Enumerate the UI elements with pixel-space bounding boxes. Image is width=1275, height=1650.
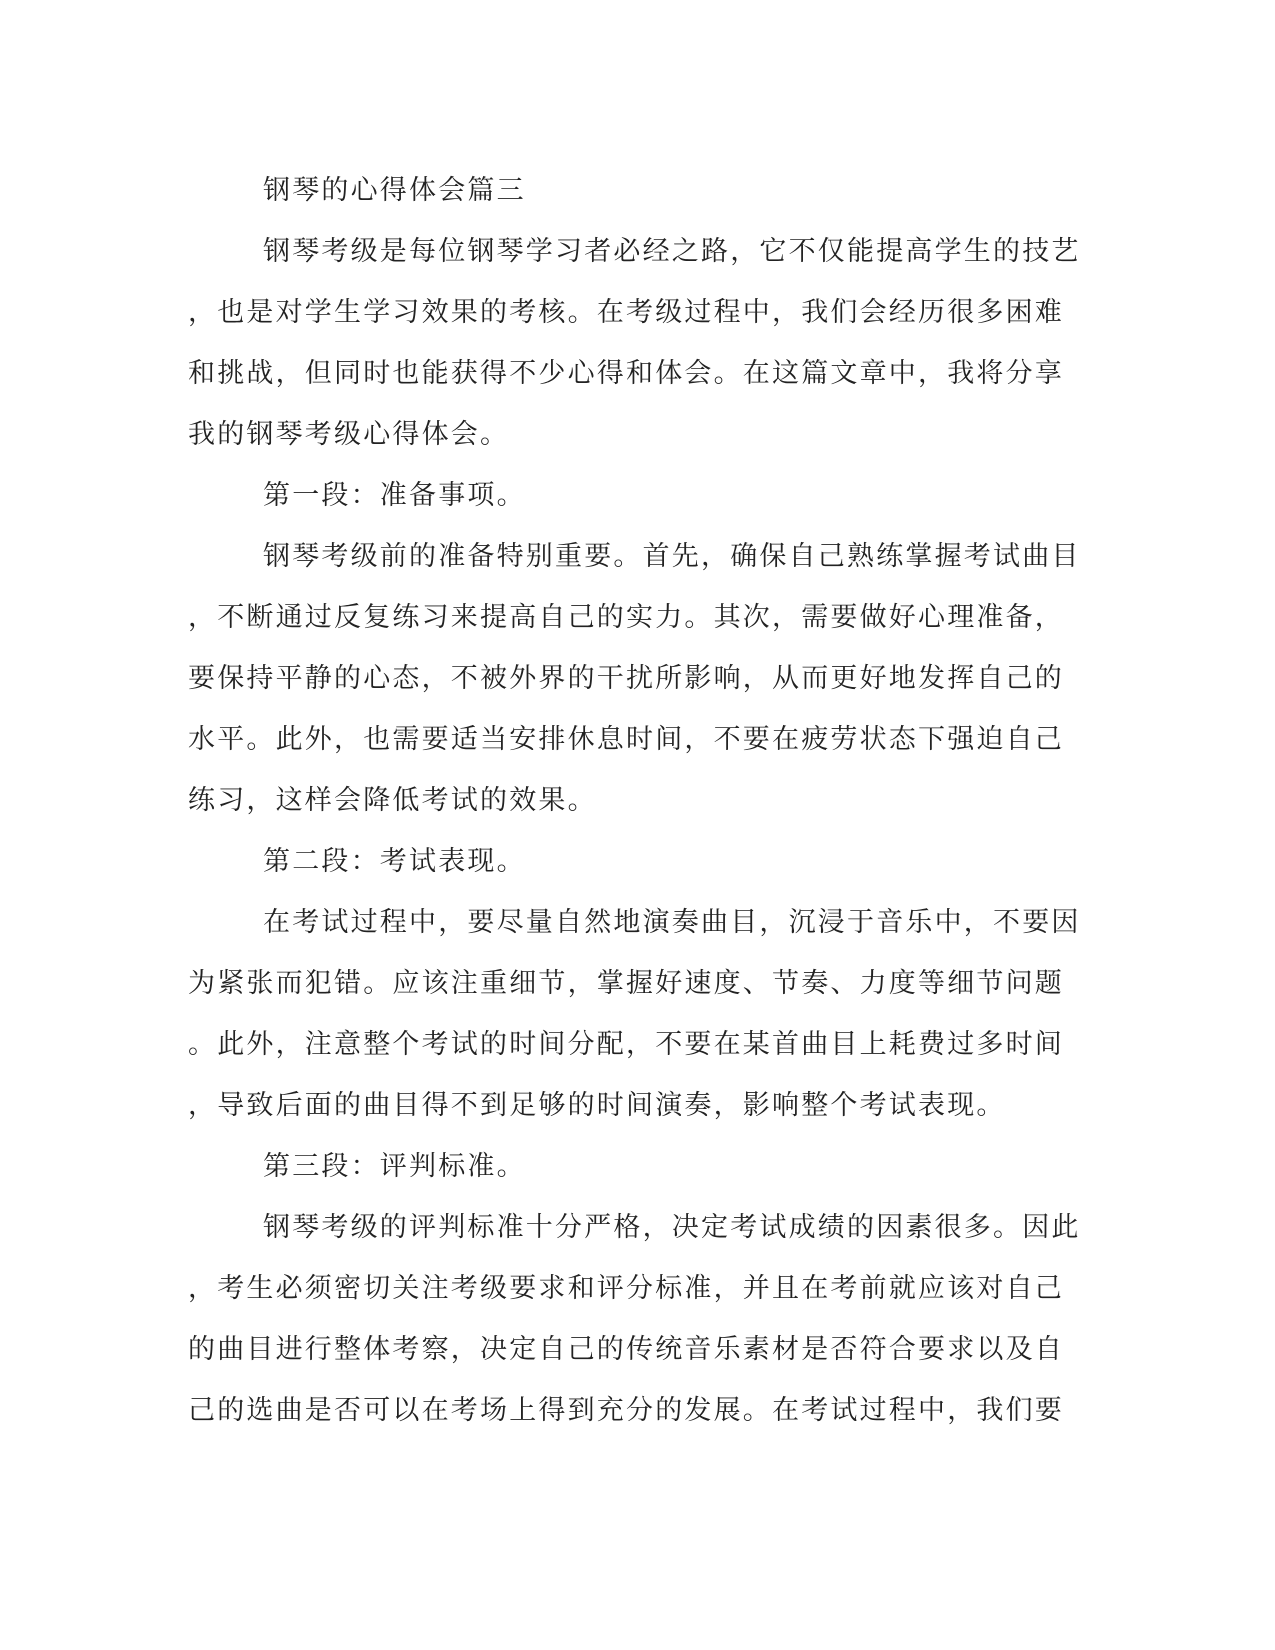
paragraph-intro-line: ，也是对学生学习效果的考核。在考级过程中，我们会经历很多困难 — [188, 297, 1064, 328]
document-body — [188, 160, 1081, 1441]
paragraph-performance-line: ，导致后面的曲目得不到足够的时间演奏，影响整个考试表现。 — [188, 1090, 1006, 1121]
paragraph-criteria-line: 钢琴考级的评判标准十分严格，决定考试成绩的因素很多。因此 — [263, 1212, 1081, 1243]
section-heading-criteria: 第三段：评判标准。 — [263, 1151, 526, 1182]
paragraph-performance-line: 在考试过程中，要尽量自然地演奏曲目，沉浸于音乐中，不要因 — [263, 907, 1081, 938]
paragraph-preparation-line: ，不断通过反复练习来提高自己的实力。其次，需要做好心理准备， — [188, 602, 1064, 633]
paragraph-intro-line: 和挑战，但同时也能获得不少心得和体会。在这篇文章中，我将分享 — [188, 358, 1064, 389]
document-title: 钢琴的心得体会篇三 — [263, 175, 526, 206]
paragraph-intro-line: 钢琴考级是每位钢琴学习者必经之路，它不仅能提高学生的技艺 — [263, 236, 1081, 267]
paragraph-criteria-line: 的曲目进行整体考察，决定自己的传统音乐素材是否符合要求以及自 — [188, 1334, 1064, 1365]
paragraph-performance-line: 。此外，注意整个考试的时间分配，不要在某首曲目上耗费过多时间 — [188, 1029, 1064, 1060]
paragraph-intro-line: 我的钢琴考级心得体会。 — [188, 419, 510, 450]
paragraph-preparation-line: 要保持平静的心态，不被外界的干扰所影响，从而更好地发挥自己的 — [188, 663, 1064, 694]
paragraph-preparation-line: 水平。此外，也需要适当安排休息时间，不要在疲劳状态下强迫自己 — [188, 724, 1064, 755]
section-heading-preparation: 第一段：准备事项。 — [263, 480, 526, 511]
paragraph-performance-line: 为紧张而犯错。应该注重细节，掌握好速度、节奏、力度等细节问题 — [188, 968, 1064, 999]
paragraph-preparation-line: 钢琴考级前的准备特别重要。首先，确保自己熟练掌握考试曲目 — [263, 541, 1081, 572]
paragraph-preparation-line: 练习，这样会降低考试的效果。 — [188, 785, 597, 816]
section-heading-performance: 第二段：考试表现。 — [263, 846, 526, 877]
paragraph-criteria-line: 己的选曲是否可以在考场上得到充分的发展。在考试过程中，我们要 — [188, 1395, 1064, 1426]
paragraph-criteria-line: ，考生必须密切关注考级要求和评分标准，并且在考前就应该对自己 — [188, 1273, 1064, 1304]
